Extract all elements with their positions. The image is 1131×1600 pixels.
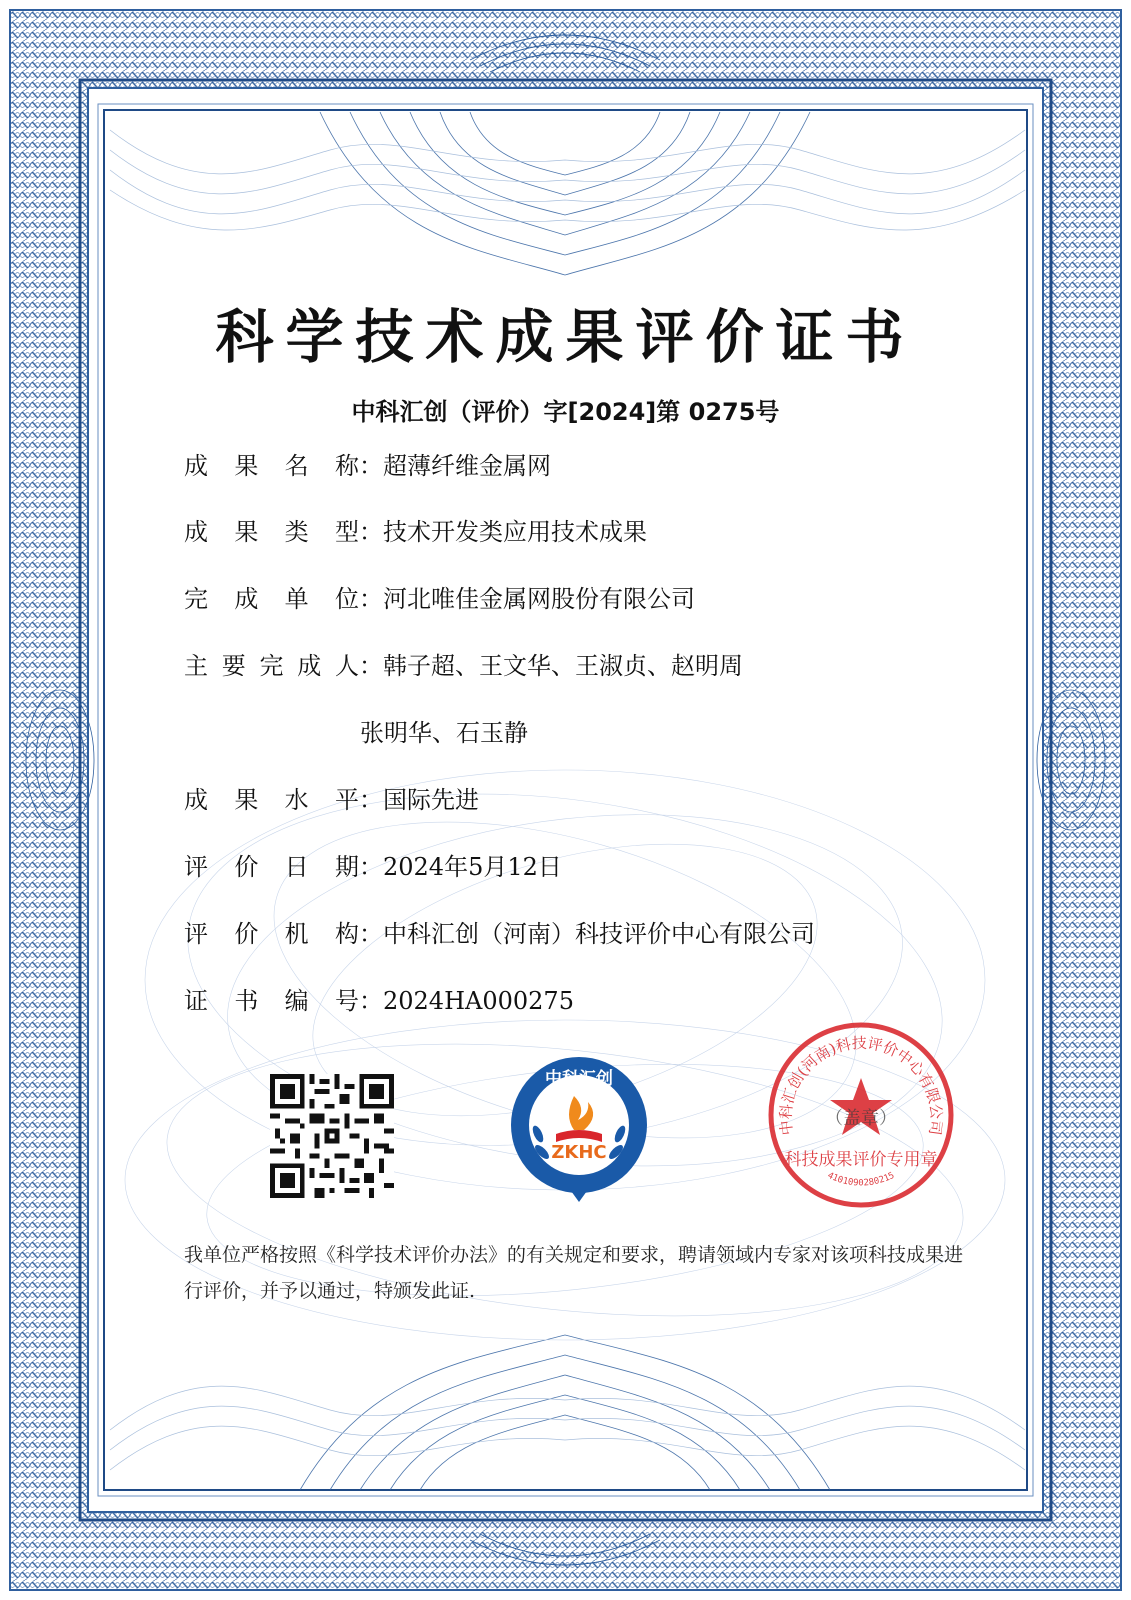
field-label: 成果名称 [184, 452, 359, 480]
field-main-completers-continued: 张明华、石玉静 [360, 719, 528, 747]
official-seal [766, 1020, 956, 1210]
organization-logo [508, 1054, 650, 1204]
field-label: 成果水平 [184, 786, 359, 814]
field-evaluation-date: 评价日期：2024年5月12日 [184, 847, 562, 882]
certification-statement: 我单位严格按照《科学技术评价办法》的有关规定和要求，聘请领域内专家对该项科技成果进行评价，并予以通过，特颁发此证. [184, 1244, 964, 1302]
document-number: 中科汇创（评价）字[2024]第 0275号 [351, 398, 780, 426]
field-value: 河北唯佳金属网股份有限公司 [383, 585, 695, 613]
logo-text: 中科汇创 [545, 1069, 613, 1089]
field-value: 技术开发类应用技术成果 [383, 518, 647, 546]
field-value: 2024HA000275 [383, 987, 574, 1015]
field-value: 韩子超、王文华、王淑贞、赵明周 [383, 652, 743, 680]
field-main-completers: 主要完成人：韩子超、王文华、王淑贞、赵明周 [184, 646, 743, 681]
certificate-title: 科学技术成果评价证书 [215, 303, 916, 371]
field-label: 评价日期 [184, 853, 359, 881]
field-certificate-number: 证书编号：2024HA000275 [184, 981, 574, 1016]
logo-abbreviation: ZKHC [551, 1142, 607, 1163]
field-label: 评价机构 [184, 920, 359, 948]
seal-number: 4101090280215 [825, 1170, 897, 1189]
field-label: 完成单位 [184, 585, 359, 613]
seal-bottom-text: 科技成果评价专用章 [784, 1150, 938, 1170]
field-value: 国际先进 [383, 786, 479, 814]
field-value: 超薄纤维金属网 [383, 452, 551, 480]
field-achievement-type: 成果类型：技术开发类应用技术成果 [184, 512, 647, 547]
qr-code[interactable] [270, 1074, 394, 1198]
field-label: 主要完成人 [184, 652, 359, 680]
field-label: 证书编号 [184, 987, 359, 1015]
seal-ring-text: 中科汇创(河南)科技评价中心有限公司 [776, 1034, 946, 1137]
field-evaluation-organization: 评价机构：中科汇创（河南）科技评价中心有限公司 [184, 914, 815, 949]
field-achievement-name: 成果名称：超薄纤维金属网 [184, 446, 551, 481]
field-completing-unit: 完成单位：河北唯佳金属网股份有限公司 [184, 579, 695, 614]
field-value: 中科汇创（河南）科技评价中心有限公司 [383, 920, 815, 948]
field-value: 2024年5月12日 [383, 853, 562, 881]
field-achievement-level: 成果水平：国际先进 [184, 780, 479, 815]
svg-text:4101090280215 [826, 1171, 897, 1189]
seal-center-text: （盖章） [825, 1108, 897, 1129]
field-label: 成果类型 [184, 518, 359, 546]
